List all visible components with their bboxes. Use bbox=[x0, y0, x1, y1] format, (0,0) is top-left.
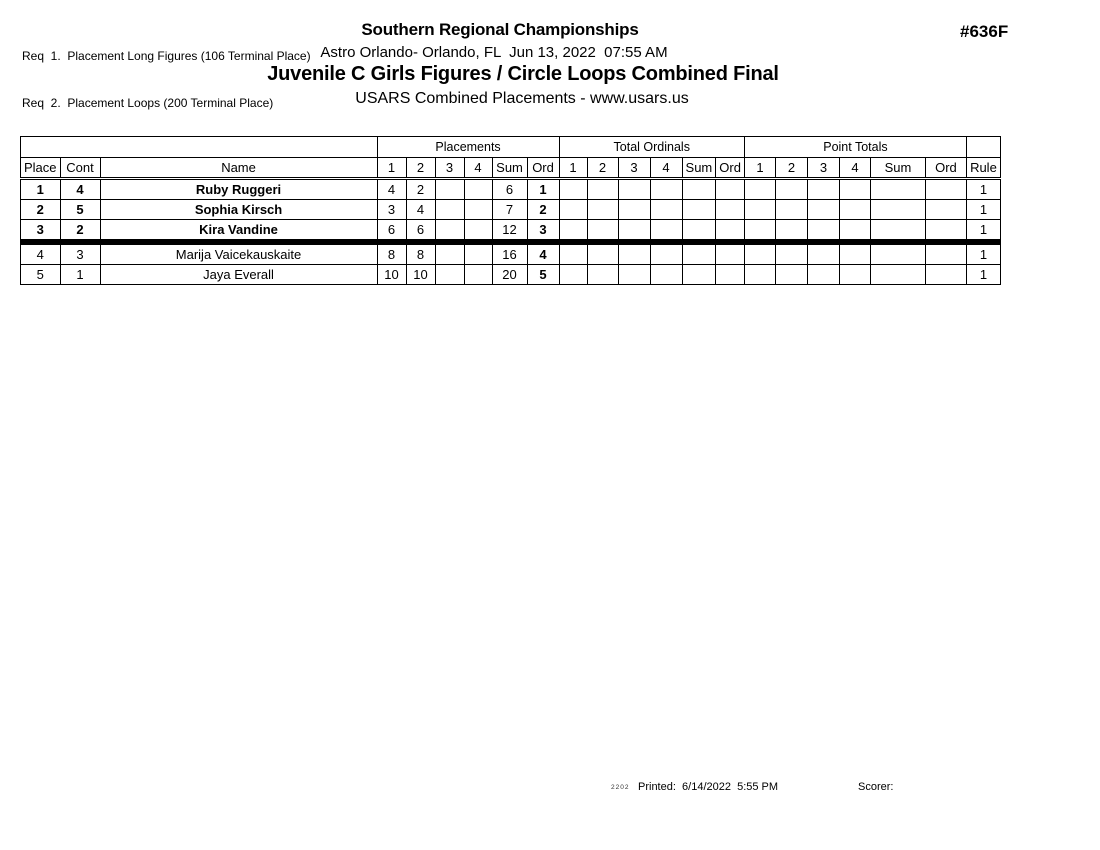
cell-pt4 bbox=[839, 200, 870, 220]
cell-t1 bbox=[559, 179, 587, 200]
group-header-row bbox=[21, 137, 1001, 158]
col-header-t2: 2 bbox=[587, 158, 618, 179]
cell-t4 bbox=[650, 179, 682, 200]
col-header-cont: Cont bbox=[60, 158, 100, 179]
championship-title: Southern Regional Championships bbox=[361, 20, 639, 39]
col-header-rule: Rule bbox=[966, 158, 1000, 179]
cell-t1 bbox=[559, 242, 587, 265]
cell-pt4 bbox=[839, 265, 870, 285]
col-header-pt-sum: Sum bbox=[870, 158, 925, 179]
cell-t1 bbox=[559, 220, 587, 243]
cell-place: 1 bbox=[21, 179, 61, 200]
cell-cont: 4 bbox=[60, 179, 100, 200]
col-header-pt3: 3 bbox=[807, 158, 839, 179]
cell-pt-ord bbox=[925, 200, 966, 220]
cell-rule: 1 bbox=[966, 242, 1000, 265]
table-row bbox=[21, 242, 1001, 265]
col-header-name: Name bbox=[100, 158, 377, 179]
scorer-label: Scorer: bbox=[858, 781, 894, 793]
col-header-p-sum: Sum bbox=[492, 158, 527, 179]
group-header-spacer-left bbox=[21, 137, 378, 158]
cell-skater-name: Sophia Kirsch bbox=[100, 200, 377, 220]
col-header-p-ord: Ord bbox=[527, 158, 559, 179]
cell-p-ord: 1 bbox=[527, 179, 559, 200]
column-header-row bbox=[21, 158, 1001, 179]
cell-t2 bbox=[587, 265, 618, 285]
event-code: #636F bbox=[960, 22, 1009, 41]
cell-pt-ord bbox=[925, 179, 966, 200]
report-subtitle: USARS Combined Placements - www.usars.us bbox=[355, 90, 689, 107]
cell-pt-ord bbox=[925, 265, 966, 285]
cell-p1: 3 bbox=[377, 200, 406, 220]
cell-pt3 bbox=[807, 200, 839, 220]
cell-t3 bbox=[618, 265, 650, 285]
cell-t-sum bbox=[682, 242, 716, 265]
cell-p1: 10 bbox=[377, 265, 406, 285]
cell-t3 bbox=[618, 220, 650, 243]
cell-t3 bbox=[618, 179, 650, 200]
cell-t-ord bbox=[716, 179, 745, 200]
cell-p-sum: 20 bbox=[492, 265, 527, 285]
cell-pt1 bbox=[744, 242, 775, 265]
cell-t4 bbox=[650, 242, 682, 265]
version-mark: 2202 bbox=[611, 784, 630, 791]
cell-t-sum bbox=[682, 179, 716, 200]
col-header-p1: 1 bbox=[377, 158, 406, 179]
cell-t-ord bbox=[716, 200, 745, 220]
cell-place: 4 bbox=[21, 242, 61, 265]
cell-p3 bbox=[435, 200, 464, 220]
results-table bbox=[20, 136, 1001, 285]
cell-p-ord: 4 bbox=[527, 242, 559, 265]
cell-pt4 bbox=[839, 242, 870, 265]
cell-t2 bbox=[587, 179, 618, 200]
col-header-p3: 3 bbox=[435, 158, 464, 179]
cell-pt-sum bbox=[870, 265, 925, 285]
cell-t3 bbox=[618, 242, 650, 265]
col-header-t4: 4 bbox=[650, 158, 682, 179]
cell-pt4 bbox=[839, 220, 870, 243]
cell-pt-ord bbox=[925, 242, 966, 265]
cell-t-ord bbox=[716, 242, 745, 265]
cell-p3 bbox=[435, 179, 464, 200]
cell-t4 bbox=[650, 220, 682, 243]
cell-p2: 10 bbox=[406, 265, 435, 285]
cell-pt1 bbox=[744, 220, 775, 243]
cell-rule: 1 bbox=[966, 265, 1000, 285]
cell-p-ord: 2 bbox=[527, 200, 559, 220]
cell-t-ord bbox=[716, 265, 745, 285]
cell-t2 bbox=[587, 200, 618, 220]
cell-p2: 6 bbox=[406, 220, 435, 243]
col-header-t1: 1 bbox=[559, 158, 587, 179]
cell-cont: 2 bbox=[60, 220, 100, 243]
cell-p-sum: 16 bbox=[492, 242, 527, 265]
col-header-pt2: 2 bbox=[775, 158, 807, 179]
cell-t-sum bbox=[682, 220, 716, 243]
requirement-line-1: Req 1. Placement Long Figures (106 Terminal Place) bbox=[22, 49, 311, 63]
cell-skater-name: Ruby Ruggeri bbox=[100, 179, 377, 200]
col-header-p2: 2 bbox=[406, 158, 435, 179]
cell-p-sum: 6 bbox=[492, 179, 527, 200]
col-header-t-ord: Ord bbox=[716, 158, 745, 179]
cell-pt2 bbox=[775, 200, 807, 220]
cell-p1: 6 bbox=[377, 220, 406, 243]
cell-pt-sum bbox=[870, 179, 925, 200]
table-row bbox=[21, 179, 1001, 200]
col-header-p4: 4 bbox=[464, 158, 492, 179]
printed-value: 6/14/2022 5:55 PM bbox=[682, 781, 779, 793]
cell-p3 bbox=[435, 265, 464, 285]
cell-pt1 bbox=[744, 200, 775, 220]
cell-pt1 bbox=[744, 179, 775, 200]
cell-pt2 bbox=[775, 179, 807, 200]
cell-p-ord: 5 bbox=[527, 265, 559, 285]
cell-pt2 bbox=[775, 265, 807, 285]
cell-t-ord bbox=[716, 220, 745, 243]
cell-pt3 bbox=[807, 220, 839, 243]
printed-label: Printed: bbox=[638, 781, 676, 793]
cell-pt3 bbox=[807, 242, 839, 265]
cell-t2 bbox=[587, 242, 618, 265]
cell-pt-sum bbox=[870, 220, 925, 243]
cell-pt3 bbox=[807, 179, 839, 200]
cell-pt2 bbox=[775, 220, 807, 243]
cell-t2 bbox=[587, 220, 618, 243]
table-row bbox=[21, 200, 1001, 220]
col-header-pt-ord: Ord bbox=[925, 158, 966, 179]
cell-p3 bbox=[435, 220, 464, 243]
cell-t1 bbox=[559, 200, 587, 220]
group-header-spacer-right bbox=[966, 137, 1000, 158]
cell-pt-ord bbox=[925, 220, 966, 243]
event-title: Juvenile C Girls Figures / Circle Loops Combined Final bbox=[267, 63, 779, 85]
cell-t3 bbox=[618, 200, 650, 220]
col-header-place: Place bbox=[21, 158, 61, 179]
cell-cont: 1 bbox=[60, 265, 100, 285]
cell-rule: 1 bbox=[966, 220, 1000, 243]
requirement-line-2: Req 2. Placement Loops (200 Terminal Place) bbox=[22, 95, 274, 110]
cell-rule: 1 bbox=[966, 179, 1000, 200]
cell-p3 bbox=[435, 242, 464, 265]
cell-skater-name: Kira Vandine bbox=[100, 220, 377, 243]
cell-p-sum: 7 bbox=[492, 200, 527, 220]
group-header-point-totals: Point Totals bbox=[744, 137, 966, 158]
cell-t-sum bbox=[682, 200, 716, 220]
cell-pt1 bbox=[744, 265, 775, 285]
cell-p1: 4 bbox=[377, 179, 406, 200]
cell-p-sum: 12 bbox=[492, 220, 527, 243]
group-header-total-ordinals: Total Ordinals bbox=[559, 137, 744, 158]
cell-p4 bbox=[464, 200, 492, 220]
cell-p4 bbox=[464, 179, 492, 200]
cell-p2: 8 bbox=[406, 242, 435, 265]
cell-p4 bbox=[464, 220, 492, 243]
table-row bbox=[21, 265, 1001, 285]
cell-place: 2 bbox=[21, 200, 61, 220]
cell-t1 bbox=[559, 265, 587, 285]
cell-skater-name: Marija Vaicekauskaite bbox=[100, 242, 377, 265]
cell-pt-sum bbox=[870, 200, 925, 220]
cell-p4 bbox=[464, 265, 492, 285]
printed-timestamp bbox=[638, 781, 778, 793]
cell-pt2 bbox=[775, 242, 807, 265]
cell-pt4 bbox=[839, 179, 870, 200]
col-header-pt4: 4 bbox=[839, 158, 870, 179]
cell-pt3 bbox=[807, 265, 839, 285]
col-header-t-sum: Sum bbox=[682, 158, 716, 179]
cell-p1: 8 bbox=[377, 242, 406, 265]
col-header-pt1: 1 bbox=[744, 158, 775, 179]
cell-cont: 5 bbox=[60, 200, 100, 220]
cell-p2: 4 bbox=[406, 200, 435, 220]
cell-pt-sum bbox=[870, 242, 925, 265]
col-header-t3: 3 bbox=[618, 158, 650, 179]
cell-p2: 2 bbox=[406, 179, 435, 200]
cell-rule: 1 bbox=[966, 200, 1000, 220]
cell-t4 bbox=[650, 265, 682, 285]
cell-place: 3 bbox=[21, 220, 61, 243]
cell-cont: 3 bbox=[60, 242, 100, 265]
cell-t4 bbox=[650, 200, 682, 220]
cell-p4 bbox=[464, 242, 492, 265]
cell-skater-name: Jaya Everall bbox=[100, 265, 377, 285]
table-row-cutoff bbox=[21, 220, 1001, 243]
venue-date-line: Astro Orlando- Orlando, FL Jun 13, 2022 07:55 AM bbox=[320, 44, 668, 61]
cell-place: 5 bbox=[21, 265, 61, 285]
cell-t-sum bbox=[682, 265, 716, 285]
group-header-placements: Placements bbox=[377, 137, 559, 158]
cell-p-ord: 3 bbox=[527, 220, 559, 243]
